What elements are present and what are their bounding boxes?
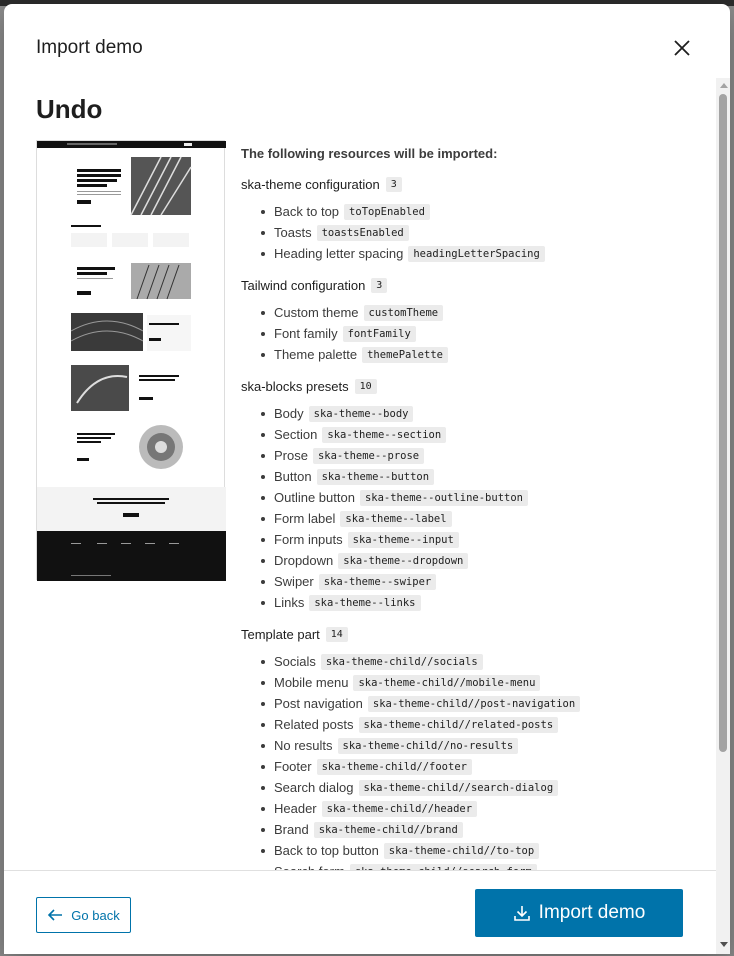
resource-item [261,424,701,445]
resource-item-code: ska-theme--label [340,511,451,527]
resource-item-code: ska-theme--prose [313,448,424,464]
resource-group-heading [241,177,701,192]
resource-item-label: Custom theme [274,305,359,320]
resources-list [241,146,701,896]
resource-item-label: Header [274,801,317,816]
scroll-down-arrow-icon[interactable] [720,942,728,947]
resource-item-code: ska-theme--input [348,532,459,548]
resource-item [261,571,701,592]
resource-item-label: Post navigation [274,696,363,711]
resource-item-label: Section [274,427,318,442]
resource-count-badge: 10 [355,379,377,394]
resource-list [241,201,701,264]
resource-item-code: ska-theme-child//to-top [384,843,539,859]
resource-count-badge: 3 [386,177,402,192]
download-icon [513,904,531,922]
resource-item [261,508,701,529]
resource-item [261,323,701,344]
resource-item-label: Swiper [274,574,314,589]
resource-item-code: ska-theme-child//header [322,801,477,817]
resource-item-code: ska-theme--button [317,469,434,485]
resource-group-heading [241,379,701,394]
resource-item-code: customTheme [364,305,444,321]
resource-item-code: ska-theme--outline-button [360,490,528,506]
resource-item-code: toTopEnabled [344,204,430,220]
resource-item-code: ska-theme--swiper [319,574,436,590]
resource-group [241,379,701,613]
resource-item [261,798,701,819]
resource-item-label: Brand [274,822,309,837]
resource-group-name: ska-blocks presets [241,379,349,394]
import-demo-button[interactable] [475,889,683,937]
close-button[interactable] [668,34,696,62]
resource-item-code: ska-theme--links [309,595,420,611]
resource-item-code: ska-theme-child//socials [321,654,483,670]
resource-item-label: Prose [274,448,308,463]
import-demo-modal [4,4,730,954]
go-back-button[interactable] [36,897,131,933]
resource-item-label: Body [274,406,304,421]
resource-count-badge: 3 [371,278,387,293]
resource-item [261,735,701,756]
resource-item-code: ska-theme-child//search-dialog [359,780,559,796]
scroll-up-arrow-icon[interactable] [720,83,728,88]
resource-item-label: Toasts [274,225,312,240]
resource-list [241,302,701,365]
resource-item [261,243,701,264]
demo-preview-image [36,140,225,580]
resource-item-code: ska-theme--body [309,406,414,422]
resource-item-label: Socials [274,654,316,669]
resources-intro: The following resources will be imported: [241,146,498,161]
resource-item-label: Mobile menu [274,675,349,690]
demo-title: Undo [36,94,103,124]
resource-item [261,819,701,840]
resource-item [261,840,701,861]
resource-list [241,651,701,882]
go-back-label: Go back [71,907,120,923]
modal-title: Import demo [36,37,143,58]
resource-item [261,529,701,550]
resource-item-code: fontFamily [343,326,416,342]
preview-thumbnail [37,141,226,581]
resource-item [261,672,701,693]
resource-item-label: No results [274,738,333,753]
resource-item [261,651,701,672]
resource-item-code: headingLetterSpacing [408,246,544,262]
resource-item-label: Theme palette [274,347,358,362]
arrow-left-icon [47,908,63,922]
resource-item [261,222,701,243]
resource-item-code: ska-theme-child//footer [317,759,472,775]
resource-item [261,302,701,323]
resource-item-code: ska-theme-child//post-navigation [368,696,580,712]
resource-group-name: ska-theme configuration [241,177,380,192]
import-demo-label: Import demo [538,902,646,923]
resource-item-label: Heading letter spacing [274,246,404,261]
resource-item-label: Footer [274,759,312,774]
modal-footer [4,870,716,954]
resource-group-name: Tailwind configuration [241,278,366,293]
resource-item-label: Links [274,595,305,610]
resource-item-label: Search dialog [274,780,354,795]
resource-item-code: ska-theme-child//related-posts [359,717,559,733]
close-icon [668,34,696,62]
resource-item-label: Related posts [274,717,354,732]
scroll-thumb[interactable] [719,94,727,752]
resource-item-code: ska-theme--dropdown [338,553,468,569]
resource-item-code: ska-theme-child//no-results [338,738,519,754]
resource-item-label: Back to top [274,204,340,219]
resource-item-code: themePalette [362,347,448,363]
resource-item [261,714,701,735]
resource-group-heading [241,278,701,293]
resource-item [261,344,701,365]
resource-item [261,777,701,798]
resource-item [261,592,701,613]
modal-content[interactable] [4,90,716,870]
modal-header [4,4,730,90]
resource-item-label: Back to top button [274,843,379,858]
resource-item-label: Button [274,469,312,484]
resource-item [261,403,701,424]
resource-item-code: toastsEnabled [317,225,409,241]
resource-item [261,487,701,508]
resource-item-code: ska-theme-child//mobile-menu [353,675,540,691]
resource-item [261,445,701,466]
resource-group [241,627,701,882]
resource-group-heading [241,627,701,642]
resource-item [261,756,701,777]
resource-item-label: Form label [274,511,336,526]
resource-item-label: Font family [274,326,338,341]
resource-item [261,550,701,571]
resource-item-code: ska-theme-child//brand [314,822,463,838]
resource-group [241,278,701,365]
resource-item [261,201,701,222]
resource-item [261,466,701,487]
scrollbar[interactable] [716,78,730,954]
resource-group [241,177,701,264]
resource-item-code: ska-theme--section [322,427,446,443]
resource-item [261,693,701,714]
resource-count-badge: 14 [326,627,348,642]
resource-group-name: Template part [241,627,320,642]
resource-list [241,403,701,613]
resource-item-label: Form inputs [274,532,343,547]
resource-item-label: Dropdown [274,553,334,568]
resource-item-label: Outline button [274,490,355,505]
